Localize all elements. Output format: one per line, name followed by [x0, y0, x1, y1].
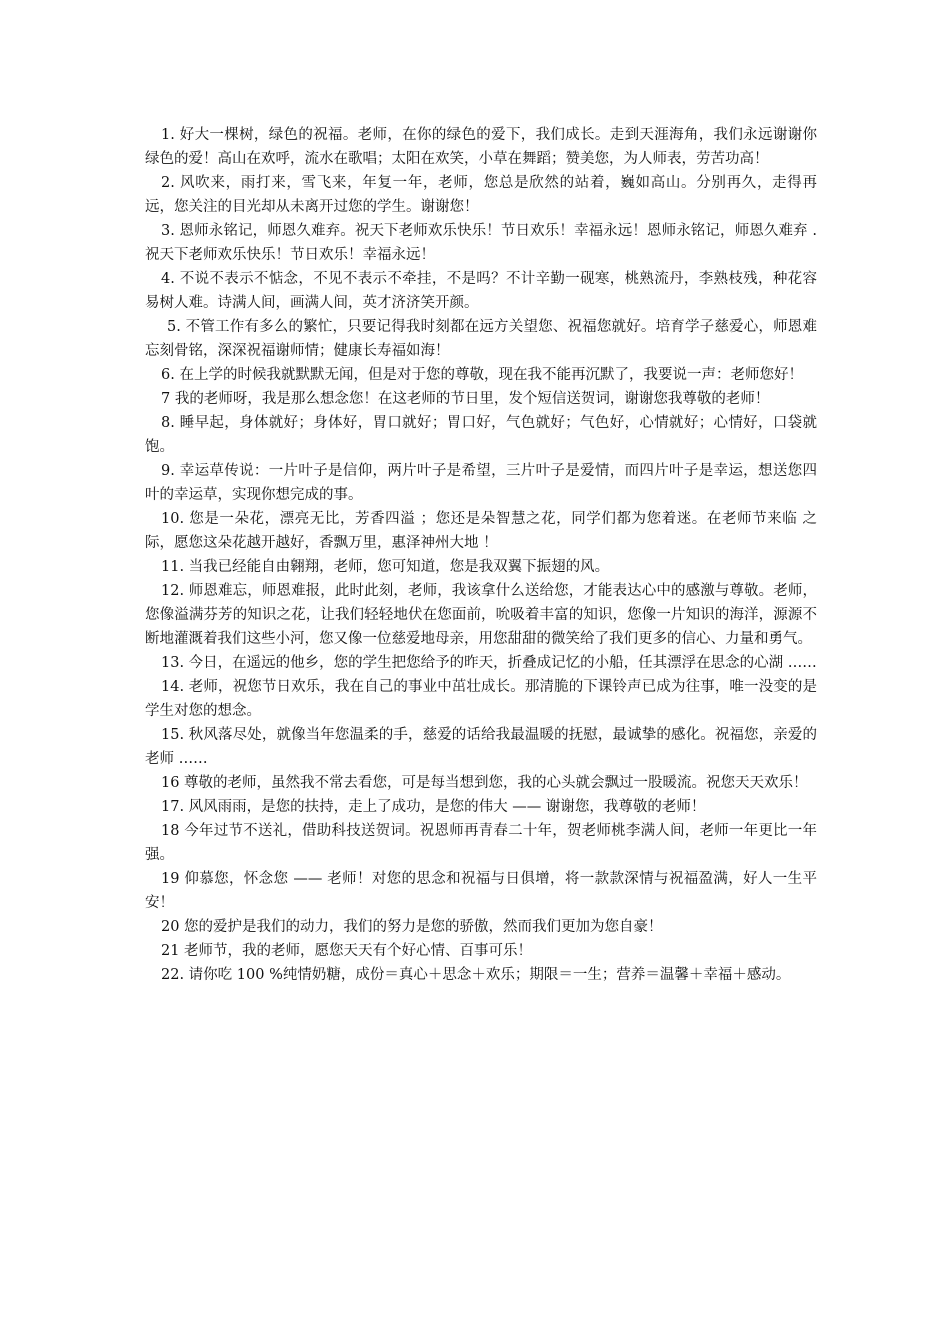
paragraph-9: 9. 幸运草传说：一片叶子是信仰，两片叶子是希望，三片叶子是爱情，而四片叶子是幸运，想送您四叶的幸运草，实现你想完成的事。: [145, 463, 817, 503]
paragraph-16: 16 尊敬的老师，虽然我不常去看您，可是每当想到您，我的心头就会飘过一股暖流。祝您天天欢乐！: [161, 775, 808, 791]
paragraph-7: 7 我的老师呀，我是那么想念您！在这老师的节日里，发个短信送贺词，谢谢您我尊敬的老师！: [161, 391, 770, 407]
paragraph-10: 10. 您是一朵花，漂亮无比，芳香四溢 ；您还是朵智慧之花，同学们都为您着迷。在老师节来临 之际，愿您这朵花越开越好，香飘万里，惠泽神州大地 ！: [145, 511, 817, 551]
paragraph-21: 21 老师节，我的老师，愿您天天有个好心情、百事可乐！: [161, 943, 533, 959]
paragraph-6: 6. 在上学的时候我就默默无闻，但是对于您的尊敬，现在我不能再沉默了，我要说一声：老师您好！: [161, 367, 803, 383]
paragraph-4: 4. 不说不表示不惦念，不见不表示不牵挂，不是吗？不计辛勤一砚寒，桃熟流丹，李熟枝残，种花容易树人难。诗满人间，画满人间，英才济济笑开颜。: [145, 271, 817, 311]
paragraph-2: 2. 风吹来，雨打来，雪飞来，年复一年，老师，您总是欣然的站着，巍如高山。分别再久，走得再远，您关注的目光却从未离开过您的学生。谢谢您！: [145, 175, 817, 215]
paragraph-8: 8. 睡早起，身体就好；身体好，胃口就好；胃口好，气色就好；气色好，心情就好；心情好，口袋就饱。: [145, 415, 817, 455]
paragraph-15: 15. 秋风落尽处，就像当年您温柔的手，慈爱的话给我最温暖的抚慰，最诚挚的感化。祝福您，亲爱的老师 ……: [145, 727, 817, 767]
paragraph-18: 18 今年过节不送礼，借助科技送贺词。祝恩师再青春二十年，贺老师桃李满人间，老师一年更比一年强。: [145, 823, 817, 863]
paragraph-12: 12. 师恩难忘，师恩难报，此时此刻，老师，我该拿什么送给您，才能表达心中的感激与尊敬。老师，您像溢满芬芳的知识之花，让我们轻轻地伏在您面前，吮吸着丰富的知识，您像一片知识的海洋，源源不断地灌溉着我们这些小河，您又像一位慈爱地母亲，用您甜甜的微笑给了我们更多的信心、力量和勇气。: [145, 583, 817, 647]
document-body: [145, 123, 817, 987]
paragraph-3: 3. 恩师永铭记，师恩久难弃。祝天下老师欢乐快乐！节日欢乐！幸福永远！恩师永铭记，师恩久难弃 . 祝天下老师欢乐快乐！节日欢乐！幸福永远！: [145, 223, 817, 263]
paragraph-11: 11. 当我已经能自由翱翔，老师，您可知道，您是我双翼下振翅的风。: [161, 559, 610, 575]
paragraph-22: 22. 请你吃 100 %纯情奶糖，成份＝真心＋思念＋欢乐；期限＝一生；营养＝温馨＋幸福＋感动。: [161, 967, 791, 983]
paragraph-13: 13. 今日，在遥远的他乡，您的学生把您给予的昨天，折叠成记忆的小船，任其漂浮在思念的心湖 ……: [161, 655, 817, 671]
paragraph-1: 1. 好大一棵树，绿色的祝福。老师，在你的绿色的爱下，我们成长。走到天涯海角，我们永远谢谢你绿色的爱！高山在欢呼，流水在歌唱；太阳在欢笑，小草在舞蹈；赞美您，为人师表，劳苦功高！: [145, 127, 817, 167]
paragraph-20: 20 您的爱护是我们的动力，我们的努力是您的骄傲，然而我们更加为您自豪！: [161, 919, 663, 935]
paragraph-19: 19 仰慕您，怀念您 —— 老师！对您的思念和祝福与日俱增，将一款款深情与祝福盈满，好人一生平安！: [145, 871, 817, 911]
paragraph-5: 5. 不管工作有多么的繁忙，只要记得我时刻都在远方关望您、祝福您就好。培育学子慈爱心，师恩难忘刻骨铭，深深祝福谢师情；健康长寿福如海！: [145, 319, 817, 359]
paragraph-14: 14. 老师，祝您节日欢乐，我在自己的事业中茁壮成长。那清脆的下课铃声已成为往事，唯一没变的是学生对您的想念。: [145, 679, 817, 719]
paragraph-17: 17. 风风雨雨，是您的扶持，走上了成功，是您的伟大 —— 谢谢您，我尊敬的老师！: [161, 799, 706, 815]
